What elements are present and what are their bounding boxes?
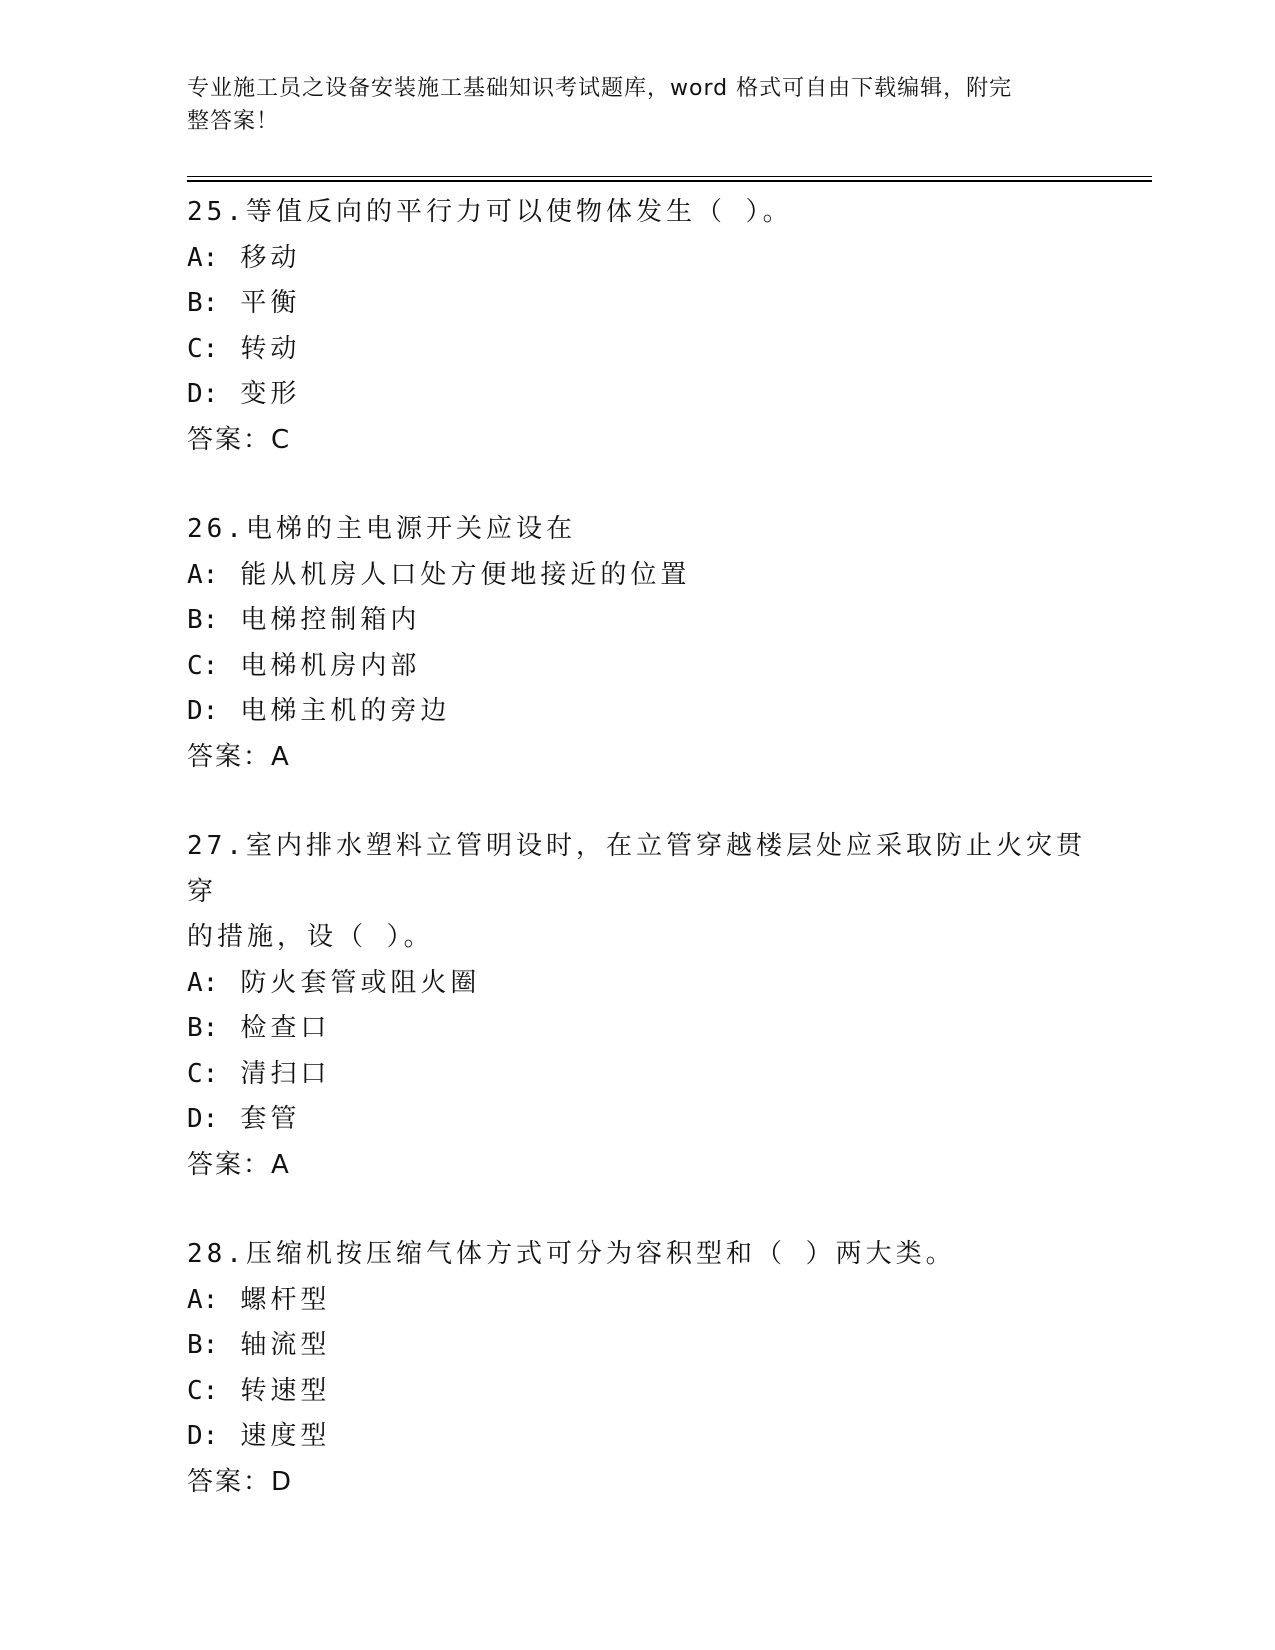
- option-b: [187, 281, 1087, 327]
- question-stem-continued: 的措施，设（ ）。: [187, 922, 434, 952]
- option-key: B:: [187, 288, 219, 318]
- option-b: [187, 1006, 1087, 1052]
- question-26: [187, 507, 1087, 780]
- option-text: 螺杆型: [240, 1284, 331, 1315]
- option-key: D:: [187, 379, 219, 409]
- question-28: [187, 1232, 1087, 1505]
- option-c: [187, 644, 1087, 690]
- header-line-1: 专业施工员之设备安装施工基础知识考试题库，word 格式可自由下载编辑，附完: [187, 76, 1013, 101]
- option-key: D:: [187, 1104, 219, 1134]
- option-text: 能从机房人口处方便地接近的位置: [240, 559, 691, 590]
- option-c: [187, 1052, 1087, 1098]
- answer-line: 答案：A: [187, 1149, 291, 1180]
- question-27: [187, 824, 1087, 1188]
- question-25: [187, 190, 1087, 463]
- option-d: [187, 1097, 1087, 1143]
- option-a: [187, 236, 1087, 282]
- option-text: 套管: [240, 1104, 301, 1134]
- question-stem: 27.室内排水塑料立管明设时，在立管穿越楼层处应采取防止火灾贯穿: [187, 831, 1086, 907]
- option-text: 检查口: [240, 1013, 331, 1043]
- option-c: [187, 1369, 1087, 1415]
- question-stem: 26.电梯的主电源开关应设在: [187, 514, 576, 544]
- option-text: 平衡: [240, 288, 301, 318]
- option-a: [187, 1278, 1087, 1324]
- option-text: 移动: [240, 242, 301, 273]
- option-key: C:: [187, 1058, 219, 1089]
- option-text: 转动: [240, 333, 301, 364]
- option-text: 电梯主机的旁边: [240, 696, 451, 726]
- header-rule-thick: [187, 180, 1152, 182]
- option-d: [187, 689, 1087, 735]
- option-a: [187, 961, 1087, 1007]
- option-text: 清扫口: [240, 1058, 331, 1089]
- option-text: 转速型: [240, 1375, 331, 1406]
- option-d: [187, 372, 1087, 418]
- option-key: C:: [187, 1375, 219, 1406]
- option-key: D:: [187, 696, 219, 726]
- option-text: 电梯控制箱内: [240, 605, 421, 635]
- option-b: [187, 1323, 1087, 1369]
- option-text: 防火套管或阻火圈: [240, 967, 481, 998]
- option-key: A:: [187, 1284, 219, 1315]
- answer-line: 答案：A: [187, 741, 291, 772]
- document-header: [187, 72, 1067, 138]
- option-key: C:: [187, 333, 219, 364]
- option-key: B:: [187, 1013, 219, 1043]
- option-a: [187, 553, 1087, 599]
- answer-line: 答案：C: [187, 424, 292, 455]
- option-key: B:: [187, 605, 219, 635]
- header-line-2: 整答案！: [187, 109, 280, 134]
- answer-line: 答案：D: [187, 1466, 294, 1497]
- question-stem: 25.等值反向的平行力可以使物体发生（ ）。: [187, 197, 793, 227]
- option-b: [187, 598, 1087, 644]
- question-list: [187, 190, 1087, 1549]
- question-stem: 28.压缩机按压缩气体方式可分为容积型和（ ）两大类。: [187, 1239, 956, 1269]
- option-key: A:: [187, 967, 219, 998]
- option-key: A:: [187, 242, 219, 273]
- option-text: 变形: [240, 379, 301, 409]
- option-key: D:: [187, 1421, 219, 1451]
- option-key: B:: [187, 1330, 219, 1360]
- option-text: 电梯机房内部: [240, 650, 421, 681]
- option-text: 速度型: [240, 1421, 331, 1451]
- option-key: C:: [187, 650, 219, 681]
- option-text: 轴流型: [240, 1330, 331, 1360]
- option-c: [187, 327, 1087, 373]
- option-key: A:: [187, 559, 219, 590]
- header-rule-thin: [187, 176, 1152, 177]
- option-d: [187, 1414, 1087, 1460]
